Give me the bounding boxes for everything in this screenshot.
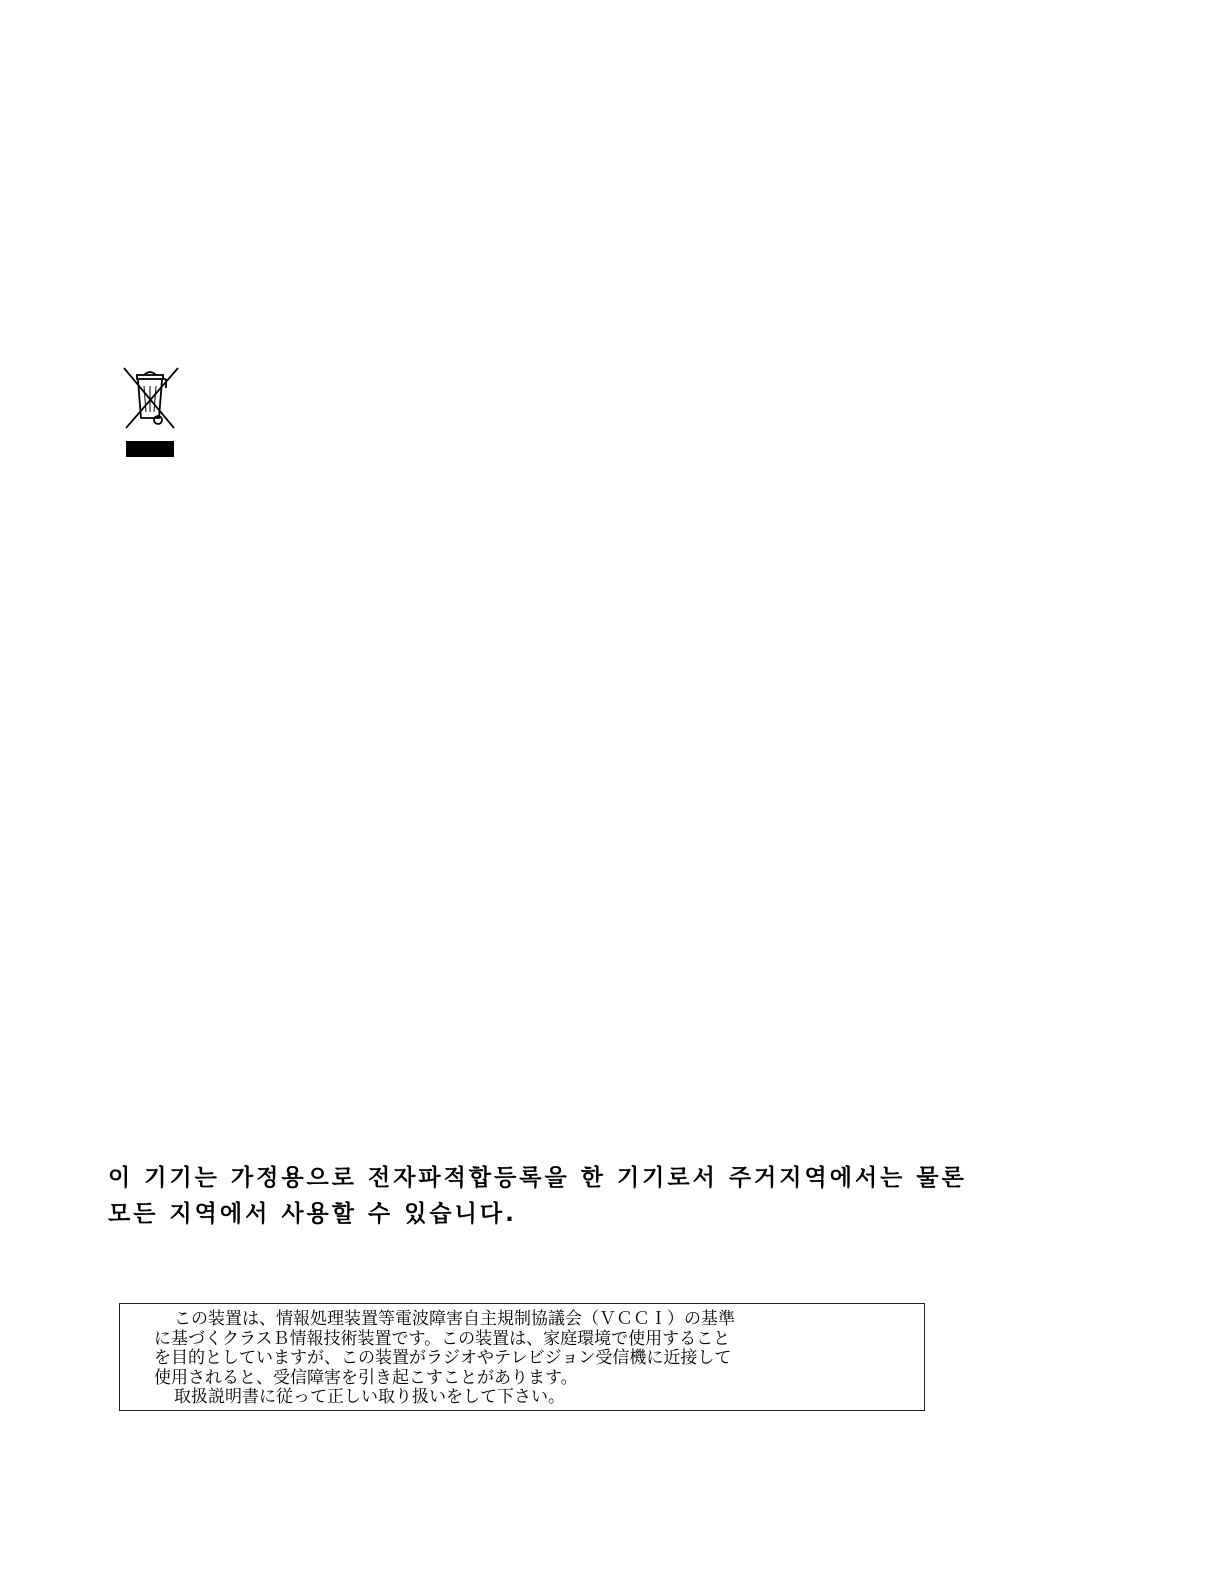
korean-emc-notice: [108, 1160, 1038, 1232]
vcci-notice-line-1: この装置は、情報処理装置等電波障害自主規制協議会（ＶＣＣＩ）の基準: [174, 1309, 735, 1329]
weee-crossed-out-bin-icon: [122, 366, 180, 460]
vcci-notice-line-2: に基づくクラスＢ情報技術装置です。この装置は、家庭環境で使用すること: [154, 1328, 731, 1349]
vcci-notice-line-5: 取扱説明書に従って正しい取り扱いをして下さい。: [174, 1387, 565, 1407]
korean-notice-line-1: 이 기기는 가정용으로 전자파적합등록을 한 기기로서 주거지역에서는 물론: [108, 1165, 967, 1191]
vcci-notice-line-3: を目的としていますが、この装置がラジオやテレビジョン受信機に近接して: [154, 1348, 732, 1368]
vcci-notice-box: [119, 1303, 925, 1411]
korean-notice-line-2: 모든 지역에서 사용할 수 있습니다.: [108, 1201, 517, 1227]
vcci-notice-line-4: 使用されると、受信障害を引き起こすことがあります。: [154, 1367, 578, 1388]
